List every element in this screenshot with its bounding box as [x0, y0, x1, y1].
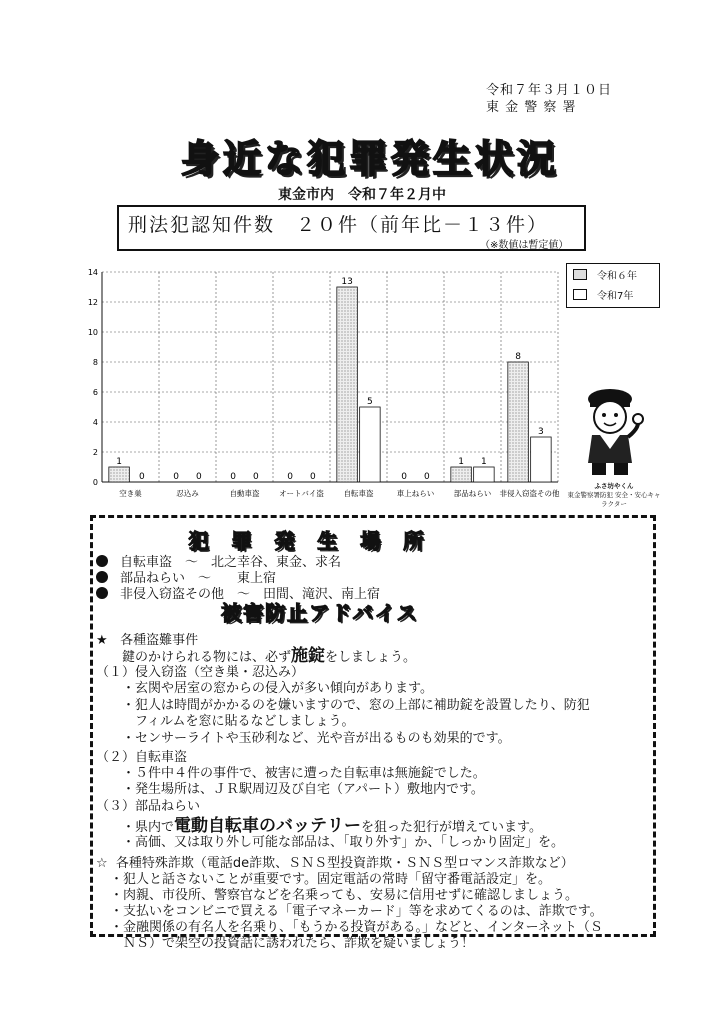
fraud-title-text: 各種特殊詐欺（電話de詐欺、ＳＮＳ型投資詐欺・ＳＮＳ型ロマンス詐欺など） — [115, 856, 574, 871]
section-3-a: ・県内で — [122, 820, 175, 835]
page-title: 身近な犯罪発生状況 — [180, 137, 559, 181]
y-tick-label: 6 — [92, 388, 98, 397]
bar-value-label: 0 — [401, 472, 407, 482]
crime-bar-chart — [80, 262, 560, 510]
bar-r7 — [531, 437, 552, 482]
advice-heading: 被害防止アドバイス — [221, 601, 419, 625]
bar-value-label: 1 — [458, 457, 464, 467]
section-3-b: を狙った犯行が増えています。 — [361, 820, 542, 835]
chart-grid — [102, 272, 558, 482]
bar-r6 — [337, 287, 358, 482]
location-item-text: 部品ねらい ～ 東上宿 — [120, 571, 277, 586]
chart-labels — [88, 268, 560, 498]
x-category-label: 部品ねらい — [453, 489, 492, 498]
x-category-label: 空き巣 — [119, 489, 142, 498]
theft-intro-b: をしましょう。 — [325, 650, 417, 665]
chart-legend — [566, 263, 660, 308]
y-tick-label: 14 — [87, 268, 98, 277]
section-3-title: （３）部品ねらい — [96, 799, 201, 814]
bar-value-label: 8 — [515, 352, 521, 362]
fraud-item: ＮＳ）で架空の投資話に誘われたら、詐欺を疑いましょう！ — [110, 936, 475, 951]
legend-item-r6 — [567, 264, 659, 284]
section-1-item: ・玄関や居室の窓からの侵入が多い傾向があります。 — [122, 681, 433, 696]
section-2-title: （２）自転車盗 — [96, 750, 188, 765]
y-tick-label: 10 — [87, 328, 98, 337]
issue-date: 令和７年３月１０日 — [486, 83, 613, 98]
section-2-item: ・５件中４件の事件で、被害に遭った自転車は無施錠でした。 — [122, 766, 486, 781]
bar-value-label: 0 — [253, 472, 259, 482]
battery-emphasis: 電動自転車のバッテリー — [174, 816, 362, 836]
bar-value-label: 0 — [139, 472, 145, 482]
x-category-label: 非侵入窃盗その他 — [499, 489, 560, 498]
legend-item-r7 — [567, 284, 659, 304]
fraud-item: ・金融関係の有名人を名乗り、「もうかる投資がある。」などと、インターネット（Ｓ — [110, 920, 603, 935]
bullet-icon — [96, 571, 108, 583]
locations-heading: 犯 罪 発 生 場 所 — [188, 529, 432, 553]
legend-swatch-r6 — [573, 269, 587, 280]
crime-count-text: 刑法犯認知件数 ２０件（前年比－１３件） — [128, 214, 549, 236]
star-icon: ★ — [96, 633, 121, 648]
bar-r6 — [451, 467, 472, 482]
y-tick-label: 8 — [92, 358, 98, 367]
bar-value-label: 0 — [173, 472, 179, 482]
bar-r6 — [508, 362, 529, 482]
x-category-label: オートバイ盗 — [279, 489, 324, 498]
section-1-item: ・センサーライトや玉砂利など、光や音が出るものも効果的です。 — [122, 731, 511, 746]
x-category-label: 車上ねらい — [396, 489, 435, 498]
theft-title-text: 各種盗難事件 — [120, 633, 199, 648]
provisional-note: （※数値は暫定値） — [480, 240, 569, 251]
location-item-text: 自転車盗 ～ 北之幸谷、東金、求名 — [120, 555, 342, 570]
bar-value-label: 0 — [287, 472, 293, 482]
bullet-icon — [96, 555, 108, 567]
y-tick-label: 4 — [92, 418, 98, 427]
x-category-label: 自動車盗 — [229, 489, 260, 498]
section-1-title: （１）侵入窃盗（空き巣・忍込み） — [96, 665, 305, 680]
bar-value-label: 1 — [116, 457, 122, 467]
bar-value-label: 0 — [196, 472, 202, 482]
section-3-item: ・高価、又は取り外し可能な部品は、「取り外す」か、「しっかり固定」を。 — [122, 835, 565, 850]
date-block — [486, 82, 636, 116]
fraud-item: ・肉親、市役所、警察官などを名乗っても、安易に信用せずに確認しましょう。 — [110, 888, 579, 903]
section-1-item: フィルムを窓に貼るなどしましょう。 — [122, 714, 355, 729]
bullet-icon — [96, 587, 108, 599]
legend-label-r7: 令和7年 — [597, 290, 634, 302]
y-tick-label: 12 — [87, 298, 98, 307]
bar-value-label: 1 — [481, 457, 487, 467]
x-category-label: 忍込み — [176, 489, 199, 498]
bar-value-label: 3 — [538, 427, 544, 437]
y-tick-label: 2 — [92, 448, 98, 457]
section-2-item: ・発生場所は、ＪＲ駅周辺及び自宅（アパート）敷地内です。 — [122, 782, 484, 797]
bar-value-label: 13 — [341, 277, 353, 287]
bar-value-label: 0 — [310, 472, 316, 482]
star-outline-icon: ☆ — [96, 856, 116, 871]
mascot-name: ふさ坊やくん — [594, 482, 634, 490]
fraud-item: ・犯人と話さないことが重要です。固定電話の常時「留守番電話設定」を。 — [110, 872, 551, 887]
fraud-item: ・支払いをコンビニで買える「電子マネーカード」等を求めてくるのは、詐欺です。 — [110, 904, 603, 919]
police-mascot-icon — [566, 385, 662, 481]
bar-r7 — [360, 407, 381, 482]
bar-r6 — [109, 467, 130, 482]
bar-value-label: 0 — [424, 472, 430, 482]
lock-emphasis: 施錠 — [291, 646, 326, 666]
bar-value-label: 0 — [230, 472, 236, 482]
legend-label-r6: 令和６年 — [597, 270, 637, 282]
theft-intro-a: 鍵のかけられる物には、必ず — [122, 650, 292, 665]
period-subheader: 東金市内 令和７年２月中 — [200, 184, 524, 207]
section-1-item: ・犯人は時間がかかるのを嫌いますので、窓の上部に補助錠を設置したり、防犯 — [122, 698, 590, 713]
location-item-text: 非侵入窃盗その他 ～ 田間、滝沢、南上宿 — [120, 587, 381, 602]
mascot-description: 東金警察署防犯 安全・安心キャラクター — [567, 491, 661, 508]
x-category-label: 自転車盗 — [343, 489, 374, 498]
bar-r7 — [474, 467, 495, 482]
bar-value-label: 5 — [367, 397, 373, 407]
issuer-name: 東 金 警 察 署 — [486, 100, 577, 115]
legend-swatch-r7 — [573, 289, 587, 300]
mascot-caption — [566, 482, 662, 509]
y-tick-label: 0 — [92, 478, 98, 487]
